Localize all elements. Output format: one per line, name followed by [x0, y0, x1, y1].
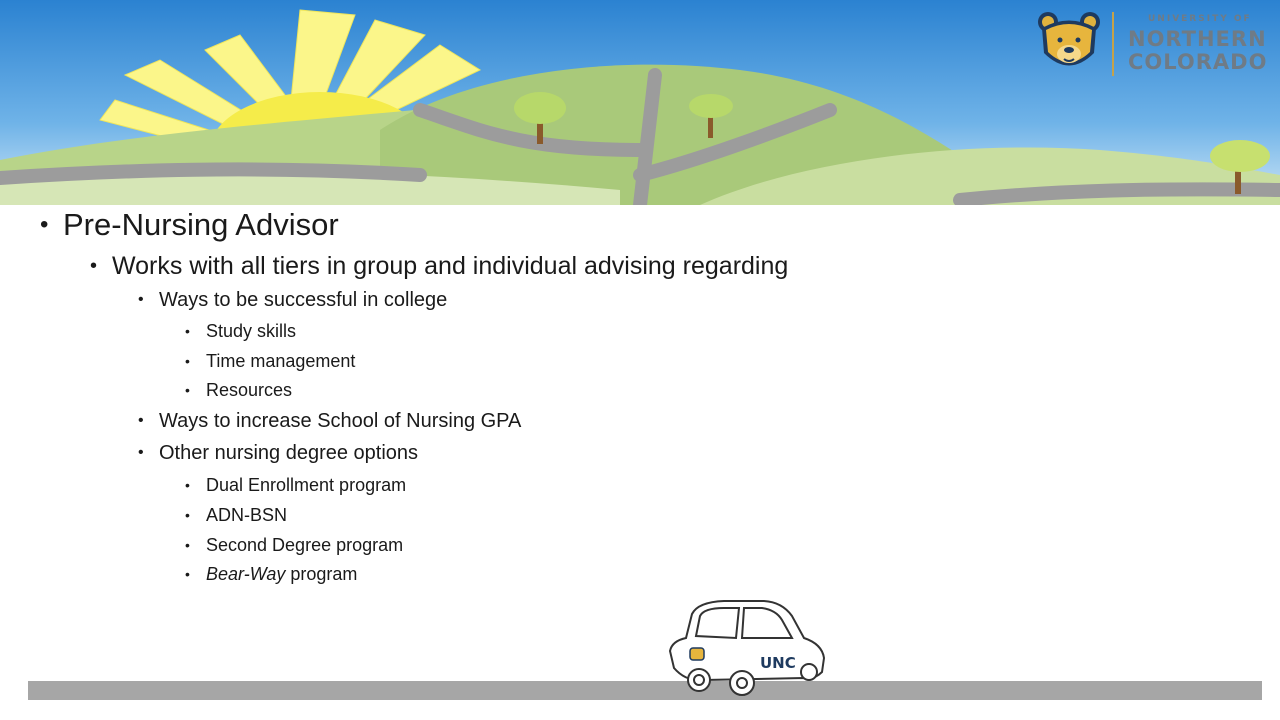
logo-line-university-of: UNIVERSITY OF — [1148, 14, 1252, 24]
bear-way-suffix: program — [285, 564, 358, 584]
bullet-ways-successful: • Ways to be successful in college — [159, 289, 447, 312]
bullet-dual-enrollment: • Dual Enrollment program — [206, 475, 406, 496]
bullet-resources: • Resources — [206, 380, 292, 401]
bullet-increase-gpa: • Ways to increase School of Nursing GPA — [159, 410, 521, 433]
bullet-study-skills: • Study skills — [206, 321, 296, 342]
logo-line-northern: NORTHERN — [1128, 27, 1267, 51]
bullet-pre-nursing-advisor: • Pre-Nursing Advisor — [63, 207, 339, 243]
logo-divider — [1112, 12, 1114, 76]
bear-way-italic: Bear-Way — [206, 564, 286, 584]
car-badge-unc: UNC — [760, 654, 796, 672]
bullet-list — [0, 205, 1280, 680]
bullet-works-with-tiers: • Works with all tiers in group and individual advising regarding — [112, 252, 788, 281]
bullet-degree-options: • Other nursing degree options — [159, 442, 418, 465]
car-bear-badge — [690, 648, 704, 660]
bullet-bear-way — [206, 564, 357, 585]
logo-line-colorado: COLORADO — [1128, 50, 1268, 74]
bear-icon — [1034, 8, 1104, 78]
bullet-time-management: • Time management — [206, 351, 355, 372]
car-illustration — [664, 596, 830, 700]
bullet-adn-bsn: • ADN-BSN — [206, 505, 287, 526]
unc-logo — [1030, 8, 1270, 80]
bullet-second-degree: • Second Degree program — [206, 535, 403, 556]
road-strip — [28, 681, 1262, 700]
